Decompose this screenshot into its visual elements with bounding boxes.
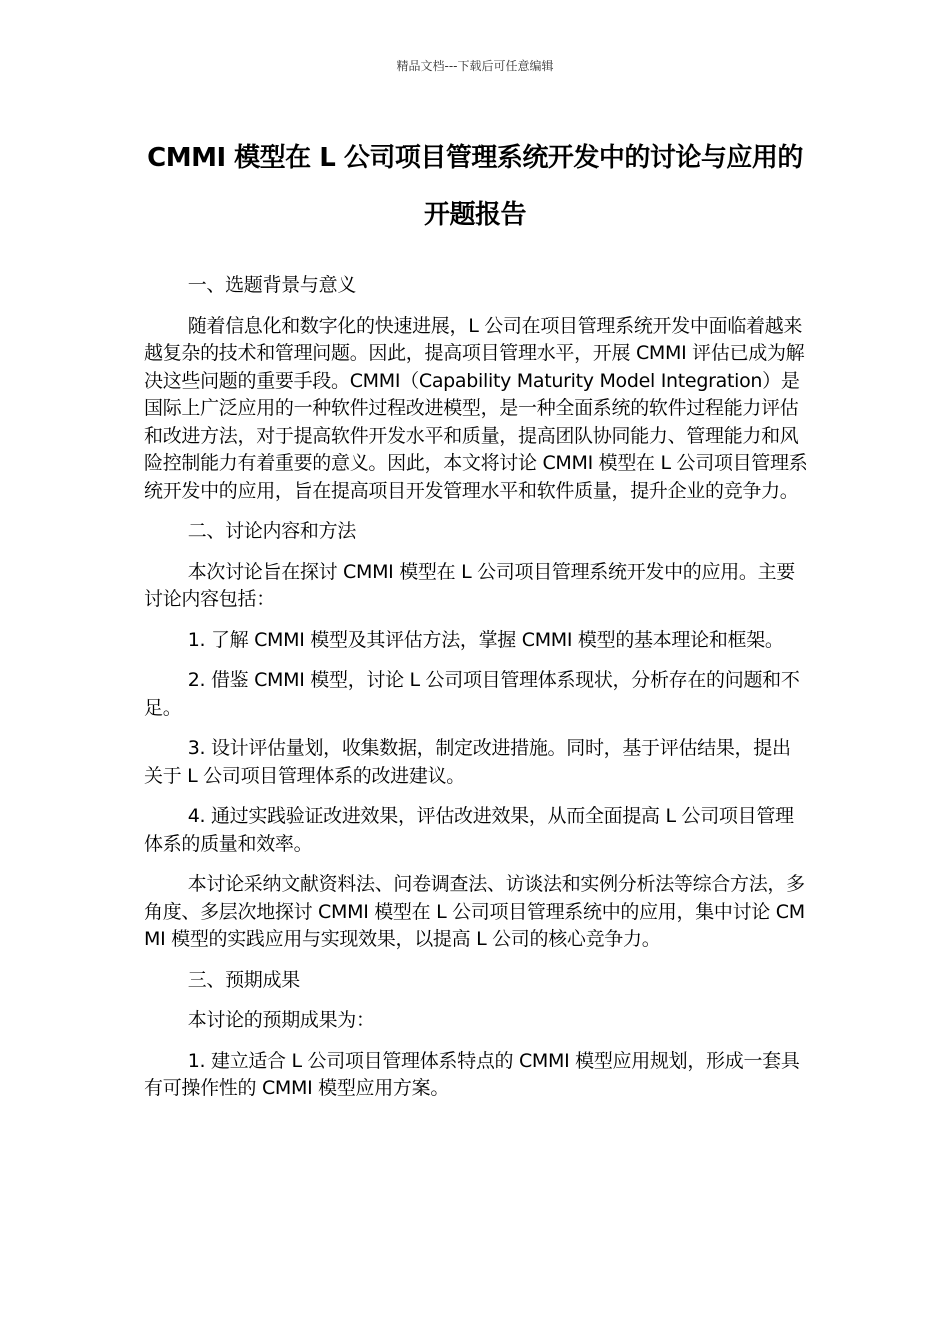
section-heading-expected-results: 三、预期成果 bbox=[187, 968, 300, 991]
paragraph-expected-intro: 本讨论的预期成果为： bbox=[187, 1009, 375, 1031]
document-title: CMMI 模型在 L 公司项目管理系统开发中的讨论与应用的开题报告 bbox=[147, 143, 803, 230]
paragraph-content-intro: 本次讨论旨在探讨 CMMI 模型在 L 公司项目管理系统开发中的应用。主要讨论内容包括： bbox=[144, 560, 795, 610]
list-item-2: 2. 借鉴 CMMI 模型，讨论 L 公司项目管理体系现状，分析存在的问题和不足。 bbox=[144, 669, 800, 719]
document-body bbox=[144, 272, 808, 1116]
header-note: 精品文档---下载后可任意编辑 bbox=[396, 59, 554, 73]
list-item-3: 3. 设计评估量划，收集数据，制定改进措施。同时，基于评估结果，提出关于 L 公司项目管理体系的改进建议。 bbox=[144, 737, 791, 787]
section-heading-background: 一、选题背景与意义 bbox=[187, 274, 356, 296]
paragraph-background: 随着信息化和数字化的快速进展，L 公司在项目管理系统开发中面临着越来越复杂的技术和管理问题。因此，提高项目管理水平，开展 CMMI 评估已成为解决这些问题的重要手段。CMMI（Capability Maturity Model Integration）是国际上广泛应用的一种软件过程改进模型，是一种全面系统的软件过程能力评估和改进方法，对于提高软件开发水平和质量，提高团队协同能力、管理能力和风险控制能力有着重要的意义。因此，本文将讨论 CMMI 模型在 L 公司项目管理系统开发中的应用，旨在提高项目开发管理水平和软件质量，提升企业的竞争力。 bbox=[144, 314, 808, 502]
list-item-expected-1: 1. 建立适合 L 公司项目管理体系特点的 CMMI 模型应用规划，形成一套具有可操作性的 CMMI 模型应用方案。 bbox=[144, 1049, 800, 1099]
paragraph-methods: 本讨论采纳文献资料法、问卷调查法、访谈法和实例分析法等综合方法，多角度、多层次地探讨 CMMI 模型在 L 公司项目管理系统中的应用，集中讨论 CMMI 模型的实践应用与实现效果，以提高 L 公司的核心竞争力。 bbox=[144, 873, 805, 950]
section-heading-content-methods: 二、讨论内容和方法 bbox=[187, 520, 356, 542]
list-item-1: 1. 了解 CMMI 模型及其评估方法，掌握 CMMI 模型的基本理论和框架。 bbox=[187, 628, 784, 651]
list-item-4: 4. 通过实践验证改进效果，评估改进效果，从而全面提高 L 公司项目管理体系的质量和效率。 bbox=[144, 805, 794, 855]
